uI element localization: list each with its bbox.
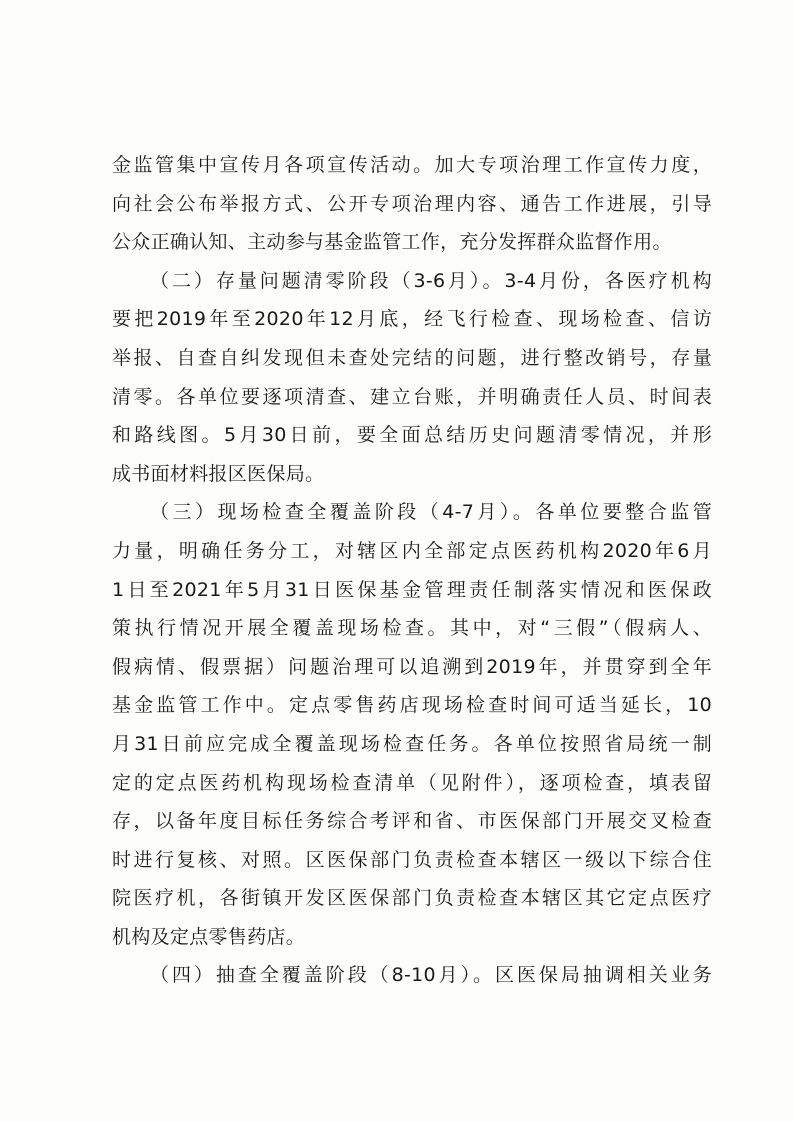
section-heading-line: （二）存量问题清零阶段（3-6月）。3-4月份，各医疗机构: [150, 269, 712, 292]
paragraph-intro: [112, 146, 712, 262]
text-line: 定的定点医药机构现场检查清单（见附件），逐项检查，填表留: [112, 771, 712, 794]
text-line: 假病情、假票据）问题治理可以追溯到2019年，并贯穿到全年: [112, 655, 712, 678]
text-line: 院医疗机，各街镇开发区医保部门负责检查本辖区其它定点医疗: [112, 887, 712, 910]
paragraph-stage-4: [112, 956, 712, 995]
paragraph-stage-2: [112, 262, 712, 494]
section-heading-line: （三）现场检查全覆盖阶段（4-7月）。各单位要整合监管: [150, 501, 712, 524]
text-line: 机构及定点零售药店。: [112, 925, 306, 948]
document-body: [112, 146, 712, 995]
section-heading-line: （四）抽查全覆盖阶段（8-10月）。区医保局抽调相关业务: [150, 964, 712, 987]
text-line: 和路线图。5月30日前，要全面总结历史问题清零情况，并形: [112, 424, 712, 447]
text-line: 力量，明确任务分工，对辖区内全部定点医药机构2020年6月: [112, 539, 712, 562]
text-line: 时进行复核、对照。区医保部门负责检查本辖区一级以下综合住: [112, 848, 712, 871]
text-line: 月31日前应完成全覆盖现场检查任务。各单位按照省局统一制: [112, 732, 712, 755]
text-line: 存，以备年度目标任务综合考评和省、市医保部门开展交叉检查: [112, 810, 712, 833]
text-line: 清零。各单位要逐项清查、建立台账，并明确责任人员、时间表: [112, 385, 712, 408]
text-line: 向社会公布举报方式、公开专项治理内容、通告工作进展，引导: [112, 192, 712, 215]
text-line: 公众正确认知、主动参与基金监管工作，充分发挥群众监督作用。: [112, 231, 672, 254]
paragraph-stage-3: [112, 493, 712, 956]
text-line: 基金监管工作中。定点零售药店现场检查时间可适当延长，10: [112, 694, 712, 717]
text-line: 1日至2021年5月31日医保基金管理责任制落实情况和医保政: [112, 578, 712, 601]
text-line: 金监管集中宣传月各项宣传活动。加大专项治理工作宣传力度，: [112, 154, 712, 176]
text-line: 策执行情况开展全覆盖现场检查。其中，对“三假”（假病人、: [112, 617, 712, 640]
text-line: 要把2019年至2020年12月底，经飞行检查、现场检查、信访: [112, 308, 712, 331]
text-line: 举报、自查自纠发现但未查处完结的问题，进行整改销号，存量: [112, 346, 712, 369]
text-line: 成书面材料报区医保局。: [112, 462, 325, 485]
